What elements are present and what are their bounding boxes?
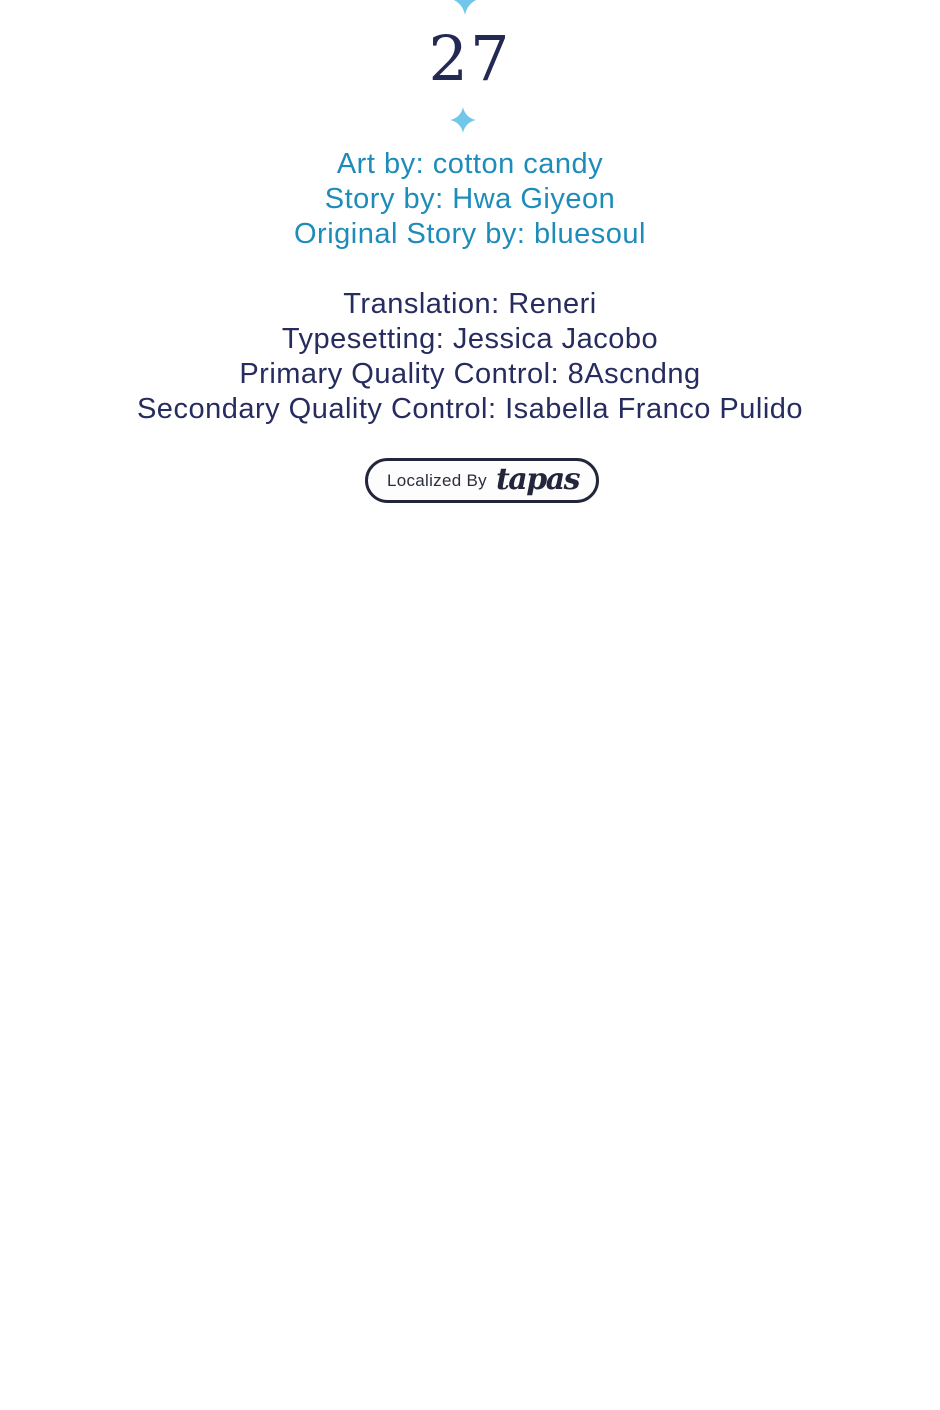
art-by-line: Art by: cotton candy [336,148,604,180]
story-by-line: Story by: Hwa Giyeon [324,183,616,215]
secondary-qc-line: Secondary Quality Control: Isabella Franco Pulido [136,393,804,425]
localized-by-badge-row [0,458,940,503]
localized-by-label: Localized By [386,470,487,490]
translation-line: Translation: Reneri [343,288,597,320]
localization-staff-credits [0,287,940,427]
tapas-logo: tapas [495,461,580,497]
author-credits [0,147,940,252]
original-story-by-line: Original Story by: bluesoul [294,218,646,250]
sparkle-icon [450,107,476,133]
chapter-number: 27 [428,22,512,95]
primary-qc-line: Primary Quality Control: 8Ascndng [239,358,701,390]
typesetting-line: Typesetting: Jessica Jacobo [281,323,659,355]
localized-by-badge [365,458,599,503]
sparkle-icon [448,0,482,15]
